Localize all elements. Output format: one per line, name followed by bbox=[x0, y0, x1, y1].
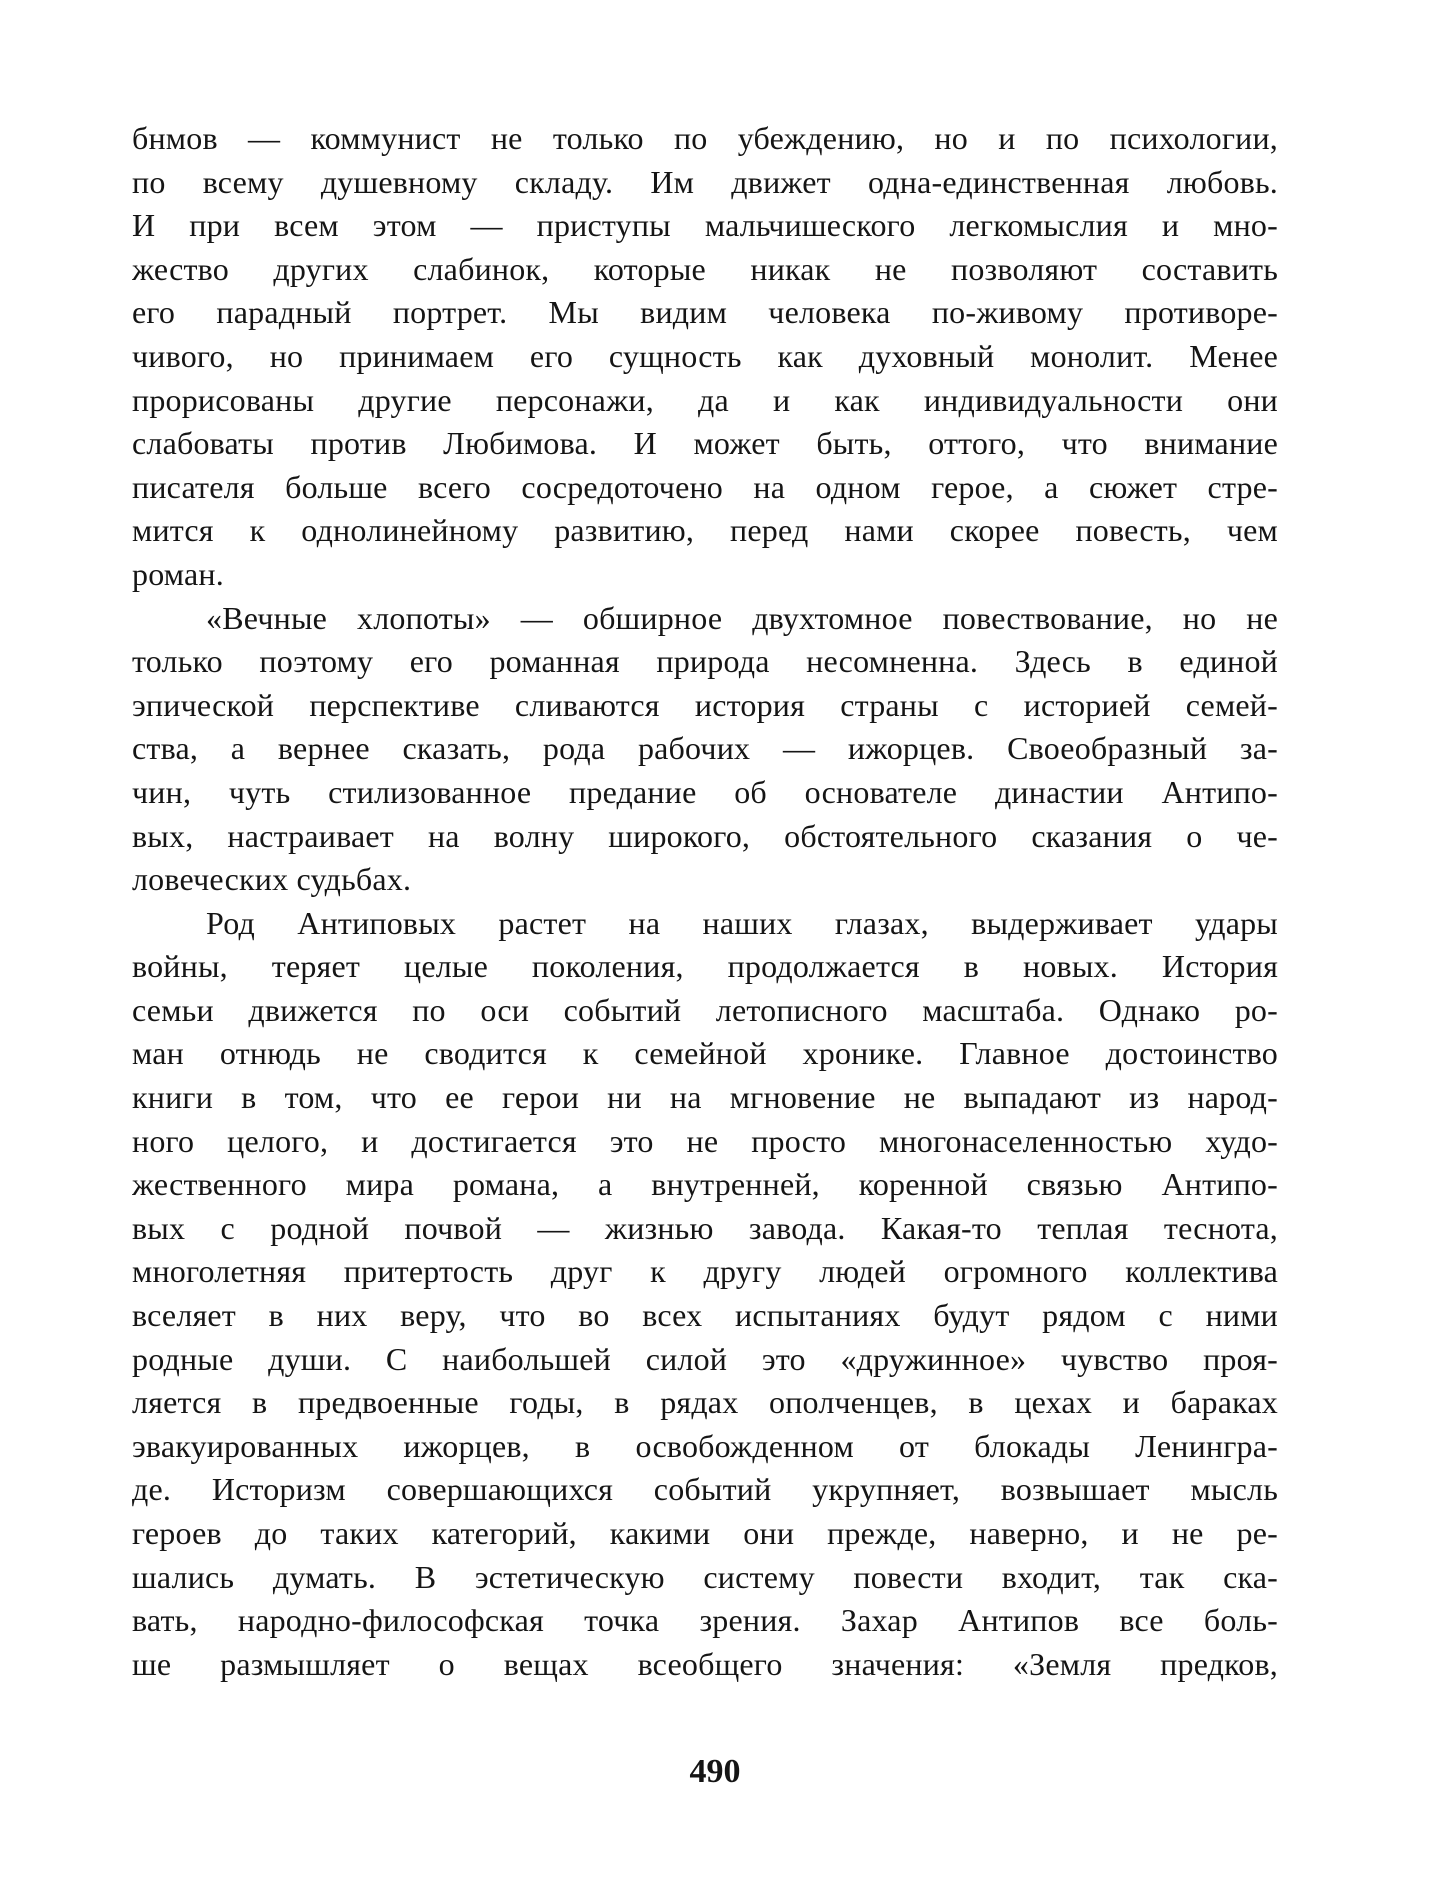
body-text bbox=[132, 117, 1278, 1686]
text-line: войны, теряет целые поколения, продолжается в новых. История bbox=[132, 948, 1278, 985]
text-line: вселяет в них веру, что во всех испытаниях будут рядом с ними bbox=[132, 1297, 1278, 1334]
text-line: слабоваты против Любимова. И может быть, оттого, что внимание bbox=[132, 425, 1278, 462]
paragraph-3 bbox=[132, 902, 1278, 1687]
text-line: Род Антиповых растет на наших глазах, выдерживает удары bbox=[206, 904, 1278, 941]
text-line: писателя больше всего сосредоточено на одном герое, а сюжет стре- bbox=[132, 468, 1278, 505]
text-line: только поэтому его романная природа несомненна. Здесь в единой bbox=[132, 643, 1278, 680]
text-line: де. Историзм совершающихся событий укрупняет, возвышает мысль bbox=[132, 1471, 1278, 1508]
text-line: многолетняя притертость друг к другу людей огромного коллектива bbox=[132, 1253, 1278, 1290]
text-line: шались думать. В эстетическую систему повести входит, так ска- bbox=[132, 1558, 1278, 1595]
page-number: 490 bbox=[689, 1753, 741, 1790]
text-line: ман отнюдь не сводится к семейной хронике. Главное достоинство bbox=[132, 1035, 1278, 1072]
text-line: героев до таких категорий, какими они прежде, наверно, и не ре- bbox=[132, 1515, 1278, 1551]
text-line: роман. bbox=[132, 555, 224, 592]
text-line: прорисованы другие персонажи, да и как индивидуальности они bbox=[132, 381, 1278, 418]
text-line: эпической перспективе сливаются история страны с историей семей- bbox=[132, 686, 1278, 723]
text-line: жественного мира романа, а внутренней, коренной связью Антипо- bbox=[132, 1166, 1278, 1203]
text-line: вых с родной почвой — жизнью завода. Какая-то теплая теснота, bbox=[132, 1209, 1278, 1246]
text-line: И при всем этом — приступы мальчишеского легкомыслия и мно- bbox=[132, 207, 1278, 244]
text-line: книги в том, что ее герои ни на мгновение не выпадают из народ- bbox=[132, 1079, 1278, 1116]
text-line: мится к однолинейному развитию, перед нами скорее повесть, чем bbox=[132, 512, 1278, 549]
text-line: ше размышляет о вещах всеобщего значения: «Земля предков, bbox=[132, 1645, 1278, 1682]
text-line: вать, народно-философская точка зрения. Захар Антипов все боль- bbox=[132, 1602, 1278, 1639]
text-line: жество других слабинок, которые никак не позволяют составить bbox=[132, 250, 1278, 287]
text-line: ляется в предвоенные годы, в рядах ополченцев, в цехах и бараках bbox=[132, 1384, 1278, 1421]
paragraph-2 bbox=[132, 597, 1278, 902]
text-line: «Вечные хлопоты» — обширное двухтомное повествование, но не bbox=[206, 599, 1278, 636]
text-line: его парадный портрет. Мы видим человека по-живому противоре- bbox=[132, 294, 1278, 331]
text-line: вых, настраивает на волну широкого, обстоятельного сказания о че- bbox=[132, 817, 1278, 854]
text-line: чивого, но принимаем его сущность как духовный монолит. Менее bbox=[132, 337, 1278, 374]
text-line: ного целого, и достигается это не просто многонаселенностью худо- bbox=[132, 1122, 1278, 1159]
text-line: семьи движется по оси событий летописного масштаба. Однако ро- bbox=[132, 991, 1278, 1028]
text-line: по всему душевному складу. Им движет одна-единственная любовь. bbox=[132, 163, 1278, 200]
text-line: бнмов — коммунист не только по убеждению, но и по психологии, bbox=[132, 120, 1278, 156]
text-line: ства, а вернее сказать, рода рабочих — ижорцев. Своеобразный за- bbox=[132, 730, 1278, 767]
paragraph-1 bbox=[132, 117, 1278, 597]
text-line: ловеческих судьбах. bbox=[132, 861, 412, 898]
text-line: эвакуированных ижорцев, в освобожденном от блокады Ленингра- bbox=[132, 1427, 1278, 1464]
text-line: родные души. С наибольшей силой это «дружинное» чувство проя- bbox=[132, 1340, 1278, 1377]
text-line: чин, чуть стилизованное предание об основателе династии Антипо- bbox=[132, 773, 1278, 810]
